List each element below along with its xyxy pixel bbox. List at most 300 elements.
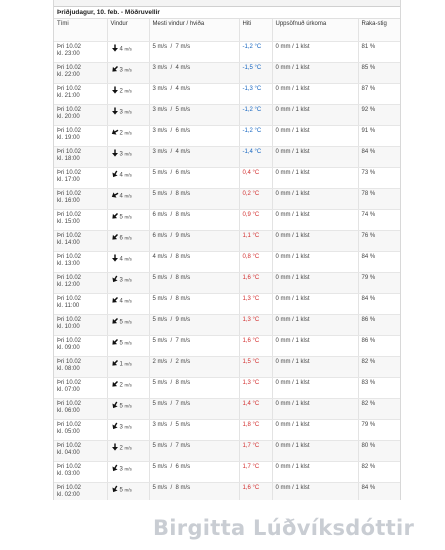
header-humidity-label: Raka-stig — [361, 21, 387, 27]
temp-value: 1,7 — [242, 463, 251, 470]
row-time: kl. 02:00 — [57, 491, 80, 498]
temp-unit: °C — [254, 64, 262, 71]
wind-cell — [107, 273, 149, 294]
gust-cell: 5 m/s / 8 m/s — [149, 294, 239, 315]
temp-unit: °C — [252, 484, 260, 491]
time-cell — [54, 420, 107, 441]
wind-cell — [107, 336, 149, 357]
wind-cell — [107, 42, 149, 63]
time-cell — [54, 462, 107, 483]
row-date: Þri 10.02 — [57, 253, 82, 260]
temp-value: 1,5 — [242, 358, 251, 365]
header-wind[interactable]: Vindur — [107, 19, 149, 42]
time-cell — [54, 189, 107, 210]
row-time: kl. 18:00 — [57, 155, 80, 162]
table-row — [54, 378, 400, 399]
row-time: kl. 17:00 — [57, 176, 80, 183]
wind-speed: 4 — [119, 172, 123, 178]
time-cell — [54, 483, 107, 501]
wind-cell — [107, 462, 149, 483]
row-time: kl. 11:00 — [57, 302, 80, 309]
gust-cell: 5 m/s / 8 m/s — [149, 483, 239, 501]
temp-cell — [239, 357, 272, 378]
table-row — [54, 105, 400, 126]
gust-cell: 3 m/s / 4 m/s — [149, 63, 239, 84]
row-time: kl. 07:00 — [57, 386, 80, 393]
gust-cell: 3 m/s / 4 m/s — [149, 84, 239, 105]
temp-unit: °C — [252, 463, 260, 470]
gust-cell: 5 m/s / 6 m/s — [149, 462, 239, 483]
wind-cell — [107, 147, 149, 168]
row-time: kl. 08:00 — [57, 365, 80, 372]
gust-cell: 5 m/s / 7 m/s — [149, 399, 239, 420]
table-row — [54, 441, 400, 462]
row-date: Þri 10.02 — [57, 316, 82, 323]
arrow-icon — [111, 128, 119, 136]
temp-cell — [239, 42, 272, 63]
temp-cell — [239, 336, 272, 357]
precip-cell: 0 mm / 1 klst — [272, 252, 358, 273]
row-time: kl. 13:00 — [57, 260, 80, 267]
temp-unit: °C — [254, 85, 262, 92]
wind-unit: m/s — [124, 298, 132, 303]
wind-cell — [107, 252, 149, 273]
table-row — [54, 336, 400, 357]
precip-cell: 0 mm / 1 klst — [272, 63, 358, 84]
temp-cell — [239, 441, 272, 462]
temp-unit: °C — [252, 442, 260, 449]
precip-cell: 0 mm / 1 klst — [272, 273, 358, 294]
temp-unit: °C — [252, 274, 260, 281]
precip-cell: 0 mm / 1 klst — [272, 231, 358, 252]
time-cell — [54, 42, 107, 63]
temp-cell — [239, 231, 272, 252]
temp-cell — [239, 315, 272, 336]
arrow-icon — [111, 170, 119, 178]
humidity-cell: 84 % — [358, 294, 400, 315]
row-date: Þri 10.02 — [57, 85, 82, 92]
gust-cell: 3 m/s / 4 m/s — [149, 147, 239, 168]
temp-value: 1,3 — [242, 316, 251, 323]
wind-unit: m/s — [124, 445, 132, 450]
temp-cell — [239, 294, 272, 315]
temp-unit: °C — [252, 169, 260, 176]
table-row — [54, 399, 400, 420]
wind-unit: m/s — [124, 67, 132, 72]
precip-cell: 0 mm / 1 klst — [272, 147, 358, 168]
row-time: kl. 09:00 — [57, 344, 80, 351]
time-cell — [54, 126, 107, 147]
wind-cell — [107, 168, 149, 189]
precip-cell: 0 mm / 1 klst — [272, 420, 358, 441]
wind-unit: m/s — [124, 256, 132, 261]
table-row — [54, 210, 400, 231]
gust-cell: 3 m/s / 5 m/s — [149, 420, 239, 441]
time-cell — [54, 294, 107, 315]
arrow-icon — [111, 44, 119, 52]
wind-cell — [107, 126, 149, 147]
temp-cell — [239, 84, 272, 105]
humidity-cell: 76 % — [358, 231, 400, 252]
time-cell — [54, 399, 107, 420]
precip-cell: 0 mm / 1 klst — [272, 399, 358, 420]
temp-value: 0,4 — [242, 169, 251, 176]
temp-value: -1,4 — [242, 148, 253, 155]
arrow-icon — [111, 338, 119, 346]
temp-unit: °C — [252, 211, 260, 218]
table-header-row — [54, 19, 400, 42]
wind-speed: 6 — [119, 235, 123, 241]
temp-cell — [239, 168, 272, 189]
humidity-cell: 82 % — [358, 357, 400, 378]
forecast-panel — [53, 0, 401, 500]
header-time[interactable]: Tími — [54, 19, 107, 42]
row-time: kl. 05:00 — [57, 428, 80, 435]
row-date: Þri 10.02 — [57, 190, 82, 197]
wind-unit: m/s — [124, 172, 132, 177]
row-date: Þri 10.02 — [57, 295, 82, 302]
time-cell — [54, 357, 107, 378]
wind-cell — [107, 231, 149, 252]
row-date: Þri 10.02 — [57, 211, 82, 218]
row-time: kl. 10:00 — [57, 323, 80, 330]
table-row — [54, 420, 400, 441]
table-row — [54, 357, 400, 378]
row-time: kl. 23:00 — [57, 50, 80, 57]
arrow-icon — [111, 317, 119, 325]
temp-unit: °C — [252, 400, 260, 407]
row-date: Þri 10.02 — [57, 106, 82, 113]
header-gust[interactable]: Mesti vindur / hviða — [149, 19, 239, 42]
wind-unit: m/s — [124, 277, 132, 282]
arrow-icon — [111, 401, 119, 409]
temp-value: -1,2 — [242, 106, 253, 113]
wind-speed: 3 — [119, 424, 123, 430]
arrow-icon — [111, 254, 119, 262]
time-cell — [54, 273, 107, 294]
temp-unit: °C — [252, 379, 260, 386]
wind-cell — [107, 315, 149, 336]
header-humidity[interactable] — [358, 19, 400, 42]
temp-value: -1,5 — [242, 64, 253, 71]
arrow-icon — [111, 296, 119, 304]
humidity-cell: 80 % — [358, 441, 400, 462]
humidity-cell: 84 % — [358, 147, 400, 168]
wind-speed: 2 — [119, 88, 123, 94]
humidity-cell: 87 % — [358, 84, 400, 105]
wind-speed: 4 — [119, 256, 123, 262]
wind-cell — [107, 189, 149, 210]
table-row — [54, 462, 400, 483]
humidity-cell: 79 % — [358, 273, 400, 294]
gust-cell: 5 m/s / 8 m/s — [149, 273, 239, 294]
humidity-cell: 82 % — [358, 462, 400, 483]
temp-cell — [239, 462, 272, 483]
wind-speed: 1 — [119, 361, 123, 367]
arrow-icon — [111, 464, 119, 472]
row-date: Þri 10.02 — [57, 337, 82, 344]
temp-cell — [239, 399, 272, 420]
row-date: Þri 10.02 — [57, 64, 82, 71]
day-title: Þriðjudagur, 10. feb. - Möðruvellir — [54, 7, 400, 19]
wind-unit: m/s — [124, 361, 132, 366]
arrow-icon — [111, 380, 119, 388]
precip-cell: 0 mm / 1 klst — [272, 105, 358, 126]
temp-cell — [239, 126, 272, 147]
wind-unit: m/s — [124, 151, 132, 156]
temp-unit: °C — [254, 148, 262, 155]
row-time: kl. 03:00 — [57, 470, 80, 477]
table-row — [54, 63, 400, 84]
temp-value: 1,6 — [242, 484, 251, 491]
gust-cell: 4 m/s / 8 m/s — [149, 252, 239, 273]
table-row — [54, 42, 400, 63]
table-row — [54, 483, 400, 501]
row-time: kl. 06:00 — [57, 407, 80, 414]
wind-speed: 5 — [119, 319, 123, 325]
wind-speed: 4 — [119, 193, 123, 199]
wind-cell — [107, 420, 149, 441]
watermark-signature: Birgitta Lúðvíksdóttir — [153, 516, 415, 540]
gust-cell: 5 m/s / 9 m/s — [149, 315, 239, 336]
row-time: kl. 20:00 — [57, 113, 80, 120]
arrow-icon — [111, 443, 119, 451]
row-date: Þri 10.02 — [57, 127, 82, 134]
temp-cell — [239, 273, 272, 294]
row-time: kl. 14:00 — [57, 239, 80, 246]
gust-cell: 5 m/s / 7 m/s — [149, 336, 239, 357]
wind-speed: 3 — [119, 277, 123, 283]
precip-cell: 0 mm / 1 klst — [272, 357, 358, 378]
time-cell — [54, 147, 107, 168]
time-cell — [54, 168, 107, 189]
humidity-cell: 73 % — [358, 168, 400, 189]
wind-speed: 3 — [119, 466, 123, 472]
gust-cell: 3 m/s / 6 m/s — [149, 126, 239, 147]
arrow-icon — [111, 149, 119, 157]
row-date: Þri 10.02 — [57, 400, 82, 407]
row-time: kl. 19:00 — [57, 134, 80, 141]
temp-unit: °C — [252, 421, 260, 428]
row-time: kl. 15:00 — [57, 218, 80, 225]
wind-cell — [107, 483, 149, 501]
arrow-icon — [111, 359, 119, 367]
wind-cell — [107, 210, 149, 231]
table-row — [54, 189, 400, 210]
temp-unit: °C — [252, 316, 260, 323]
row-date: Þri 10.02 — [57, 43, 82, 50]
gust-cell: 5 m/s / 8 m/s — [149, 189, 239, 210]
time-cell — [54, 252, 107, 273]
row-date: Þri 10.02 — [57, 169, 82, 176]
wind-unit: m/s — [124, 487, 132, 492]
row-date: Þri 10.02 — [57, 442, 82, 449]
table-row — [54, 273, 400, 294]
temp-unit: °C — [252, 295, 260, 302]
precip-cell: 0 mm / 1 klst — [272, 189, 358, 210]
arrow-icon — [111, 275, 119, 283]
row-time: kl. 12:00 — [57, 281, 80, 288]
gust-cell: 5 m/s / 6 m/s — [149, 168, 239, 189]
wind-unit: m/s — [124, 382, 132, 387]
temp-cell — [239, 378, 272, 399]
humidity-cell: 84 % — [358, 483, 400, 501]
temp-value: 1,3 — [242, 295, 251, 302]
temp-value: 1,6 — [242, 337, 251, 344]
precip-cell: 0 mm / 1 klst — [272, 462, 358, 483]
humidity-cell: 81 % — [358, 42, 400, 63]
time-cell — [54, 315, 107, 336]
row-date: Þri 10.02 — [57, 274, 82, 281]
precip-cell: 0 mm / 1 klst — [272, 315, 358, 336]
temp-value: 1,7 — [242, 442, 251, 449]
humidity-cell: 79 % — [358, 420, 400, 441]
humidity-cell: 86 % — [358, 336, 400, 357]
temp-cell — [239, 252, 272, 273]
temp-unit: °C — [252, 253, 260, 260]
temp-value: 0,2 — [242, 190, 251, 197]
gust-cell: 3 m/s / 5 m/s — [149, 105, 239, 126]
temp-unit: °C — [252, 190, 260, 197]
humidity-cell: 84 % — [358, 252, 400, 273]
panel-top-border — [54, 0, 400, 7]
precip-cell: 0 mm / 1 klst — [272, 210, 358, 231]
temp-value: -1,2 — [242, 43, 253, 50]
temp-value: -1,3 — [242, 85, 253, 92]
temp-cell — [239, 189, 272, 210]
row-date: Þri 10.02 — [57, 232, 82, 239]
time-cell — [54, 441, 107, 462]
temp-unit: °C — [252, 337, 260, 344]
temp-value: 1,4 — [242, 400, 251, 407]
wind-cell — [107, 399, 149, 420]
row-date: Þri 10.02 — [57, 358, 82, 365]
temp-value: -1,2 — [242, 127, 253, 134]
wind-speed: 3 — [119, 67, 123, 73]
row-date: Þri 10.02 — [57, 463, 82, 470]
table-row — [54, 294, 400, 315]
wind-speed: 5 — [119, 403, 123, 409]
wind-cell — [107, 357, 149, 378]
precip-cell: 0 mm / 1 klst — [272, 378, 358, 399]
humidity-cell: 78 % — [358, 189, 400, 210]
temp-value: 0,8 — [242, 253, 251, 260]
humidity-cell: 74 % — [358, 210, 400, 231]
table-row — [54, 84, 400, 105]
wind-unit: m/s — [124, 319, 132, 324]
row-date: Þri 10.02 — [57, 379, 82, 386]
arrow-icon — [111, 86, 119, 94]
temp-cell — [239, 147, 272, 168]
table-row — [54, 252, 400, 273]
time-cell — [54, 231, 107, 252]
wind-unit: m/s — [124, 214, 132, 219]
wind-speed: 5 — [119, 487, 123, 493]
temp-unit: °C — [254, 43, 262, 50]
wind-unit: m/s — [124, 109, 132, 114]
time-cell — [54, 105, 107, 126]
forecast-rows — [54, 42, 400, 501]
precip-cell: 0 mm / 1 klst — [272, 42, 358, 63]
precip-cell: 0 mm / 1 klst — [272, 336, 358, 357]
arrow-icon — [111, 65, 119, 73]
row-time: kl. 16:00 — [57, 197, 80, 204]
time-cell — [54, 378, 107, 399]
temp-value: 1,1 — [242, 232, 251, 239]
arrow-icon — [111, 485, 119, 493]
wind-cell — [107, 378, 149, 399]
gust-cell: 6 m/s / 9 m/s — [149, 231, 239, 252]
temp-cell — [239, 420, 272, 441]
table-row — [54, 168, 400, 189]
row-date: Þri 10.02 — [57, 421, 82, 428]
time-cell — [54, 63, 107, 84]
gust-cell: 6 m/s / 8 m/s — [149, 210, 239, 231]
temp-unit: °C — [254, 106, 262, 113]
humidity-cell: 83 % — [358, 378, 400, 399]
humidity-cell: 85 % — [358, 63, 400, 84]
gust-cell: 5 m/s / 8 m/s — [149, 378, 239, 399]
temp-cell — [239, 210, 272, 231]
wind-unit: m/s — [124, 403, 132, 408]
precip-cell: 0 mm / 1 klst — [272, 126, 358, 147]
wind-speed: 5 — [119, 214, 123, 220]
wind-cell — [107, 84, 149, 105]
header-temp[interactable]: Hiti — [239, 19, 272, 42]
precip-cell: 0 mm / 1 klst — [272, 168, 358, 189]
humidity-cell: 82 % — [358, 399, 400, 420]
temp-cell — [239, 63, 272, 84]
table-row — [54, 126, 400, 147]
wind-cell — [107, 294, 149, 315]
wind-cell — [107, 105, 149, 126]
humidity-cell: 91 % — [358, 126, 400, 147]
header-precip[interactable]: Uppsöfnuð úrkoma — [272, 19, 358, 42]
wind-unit: m/s — [124, 424, 132, 429]
precip-cell: 0 mm / 1 klst — [272, 483, 358, 501]
gust-cell: 2 m/s / 2 m/s — [149, 357, 239, 378]
time-cell — [54, 84, 107, 105]
temp-unit: °C — [252, 232, 260, 239]
table-row — [54, 315, 400, 336]
row-date: Þri 10.02 — [57, 484, 82, 491]
temp-value: 1,6 — [242, 274, 251, 281]
wind-unit: m/s — [124, 340, 132, 345]
humidity-cell: 86 % — [358, 315, 400, 336]
table-row — [54, 147, 400, 168]
wind-speed: 2 — [119, 445, 123, 451]
temp-value: 1,3 — [242, 379, 251, 386]
wind-cell — [107, 63, 149, 84]
wind-speed: 3 — [119, 151, 123, 157]
wind-unit: m/s — [124, 235, 132, 240]
wind-speed: 2 — [119, 382, 123, 388]
precip-cell: 0 mm / 1 klst — [272, 84, 358, 105]
temp-unit: °C — [252, 358, 260, 365]
temp-unit: °C — [254, 127, 262, 134]
temp-value: 1,8 — [242, 421, 251, 428]
wind-unit: m/s — [124, 88, 132, 93]
wind-speed: 5 — [119, 340, 123, 346]
wind-speed: 4 — [119, 46, 123, 52]
arrow-icon — [111, 233, 119, 241]
wind-speed: 4 — [119, 298, 123, 304]
temp-cell — [239, 105, 272, 126]
arrow-icon — [111, 107, 119, 115]
wind-speed: 3 — [119, 109, 123, 115]
time-cell — [54, 210, 107, 231]
wind-cell — [107, 441, 149, 462]
